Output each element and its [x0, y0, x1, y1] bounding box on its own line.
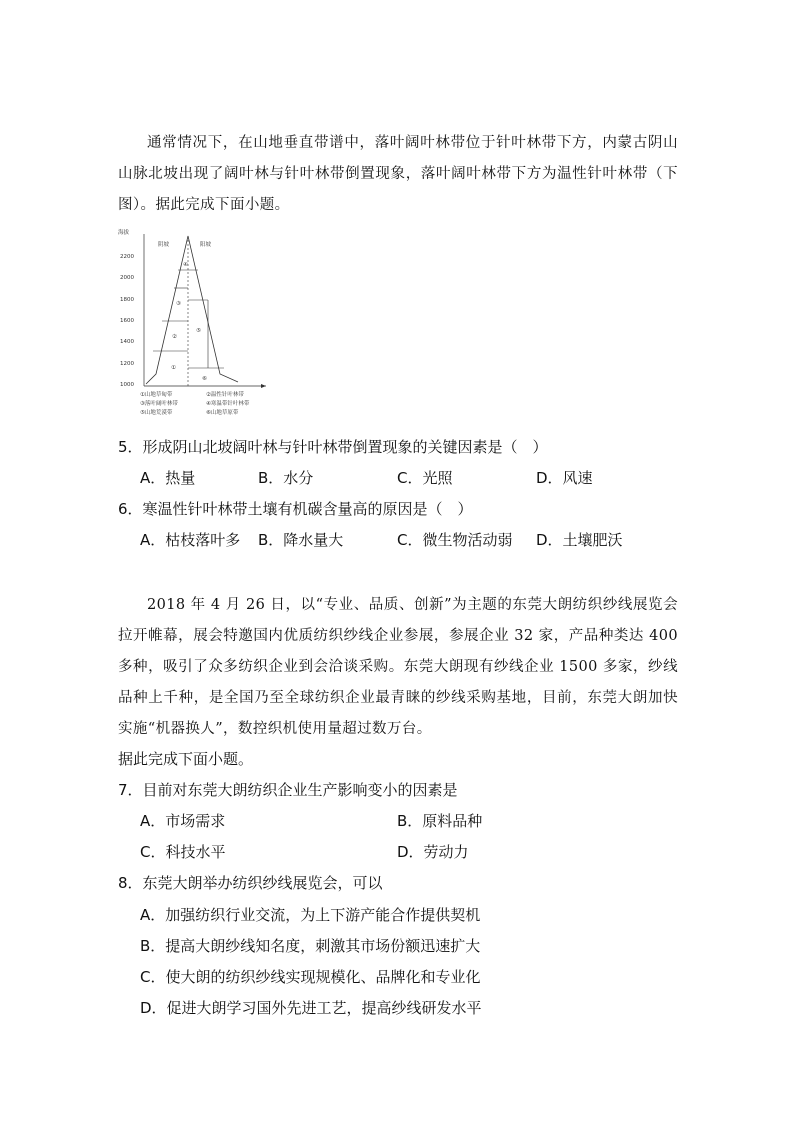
y-tick: 1400 — [120, 339, 134, 345]
q5-option-c[interactable]: C．光照 — [397, 469, 453, 487]
passage-1: 通常情况下，在山地垂直带谱中，落叶阔叶林带位于针叶林带下方，内蒙古阴山山脉北坡出现了阔叶林与针叶林带倒置现象，落叶阔叶林带下方为温性针叶林带（下图）。据此完成下面小题。 — [118, 135, 678, 213]
legend-item: ⑤山地荒漠带 — [140, 410, 173, 416]
legend-item: ②温性针叶林带 — [206, 392, 244, 398]
right-slope-label: 阳坡 — [200, 242, 212, 248]
q8-option-b[interactable]: B．提高大朗纱线知名度，刺激其市场份额迅速扩大 — [140, 937, 481, 955]
q5-option-a[interactable]: A．热量 — [140, 469, 196, 487]
q8-option-d[interactable]: D．促进大朗学习国外先进工艺，提高纱线研发水平 — [140, 999, 482, 1017]
q7-option-b[interactable]: B．原料品种 — [397, 812, 483, 830]
q7-option-d[interactable]: D．劳动力 — [397, 843, 469, 861]
y-tick: 1200 — [120, 361, 134, 367]
q7-option-a[interactable]: A．市场需求 — [140, 812, 226, 830]
legend-item: ④寒温带针叶林带 — [206, 401, 250, 407]
y-tick: 1000 — [120, 382, 134, 388]
zone-marker: ② — [172, 334, 177, 340]
q7-option-c[interactable]: C．科技水平 — [140, 843, 226, 861]
q5-option-d[interactable]: D．风速 — [536, 469, 593, 487]
y-tick: 1800 — [120, 297, 134, 303]
q6-option-c[interactable]: C．微生物活动弱 — [397, 531, 513, 549]
q8-option-c[interactable]: C．使大朗的纺织纱线实现规模化、品牌化和专业化 — [140, 968, 481, 986]
question-7-stem: 7．目前对东莞大朗纺织企业生产影响变小的因素是 — [118, 781, 458, 799]
question-8-stem: 8．东莞大朗举办纺织纱线展览会，可以 — [118, 874, 383, 892]
q6-option-a[interactable]: A．枯枝落叶多 — [140, 531, 241, 549]
question-5-stem: 5．形成阴山北坡阔叶林与针叶林带倒置现象的关键因素是（ ） — [118, 438, 548, 456]
zone-marker: ⑥ — [202, 376, 207, 382]
legend-item: ①山地草甸带 — [140, 392, 173, 398]
y-tick: 2200 — [120, 254, 134, 260]
y-axis-title: 海拔 — [118, 230, 130, 236]
left-slope-label: 阴坡 — [158, 242, 170, 248]
y-tick: 1600 — [120, 318, 134, 324]
zone-marker: ⑤ — [196, 328, 201, 334]
question-6-stem: 6．寒温性针叶林带土壤有机碳含量高的原因是（ ） — [118, 500, 473, 518]
passage-2-follow: 据此完成下面小题。 — [118, 750, 254, 768]
legend-item: ⑥山地草原带 — [206, 410, 239, 416]
q8-option-a[interactable]: A．加强纺织行业交流，为上下游产能合作提供契机 — [140, 906, 481, 924]
q5-option-b[interactable]: B．水分 — [258, 469, 314, 487]
q6-option-d[interactable]: D．土壤肥沃 — [536, 531, 623, 549]
y-tick: 2000 — [120, 275, 134, 281]
vertical-zonation-figure — [116, 226, 276, 426]
zone-marker: ③ — [176, 301, 181, 307]
zone-marker: ① — [171, 365, 176, 371]
q6-option-b[interactable]: B．降水量大 — [258, 531, 344, 549]
zone-marker: ④ — [183, 262, 188, 268]
legend-item: ③落叶阔叶林带 — [140, 401, 178, 407]
passage-2: 2018 年 4 月 26 日，以“专业、品质、创新”为主题的东莞大朗纺织纱线展览会拉开帷幕，展会特邀国内优质纺织纱线企业参展，参展企业 32 家，产品种类达 400 多种，吸引了众多纺织企业到会洽谈采购。东莞大朗现有纱线企业 1500 多家，纱线品种上千种，是全国乃至全球纺织企业最青睐的纱线采购基地，目前，东莞大朗加快实施“机器换人”，数控织机使用量超过数万台。 — [118, 597, 678, 737]
